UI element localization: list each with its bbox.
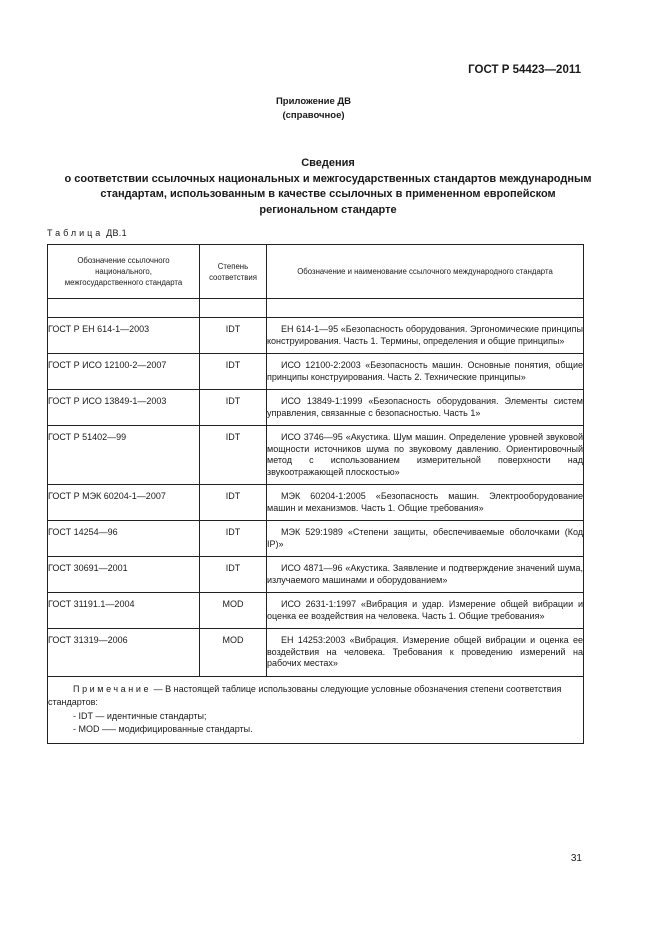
degree-cell: [200, 426, 267, 485]
table-row: [48, 318, 584, 354]
note-item-idt: - IDT — идентичные стандарты;: [73, 710, 207, 721]
international-standard-cell: [267, 629, 584, 677]
table-row: [48, 354, 584, 390]
international-standard-cell-text: МЭК 529:1989 «Степени защиты, обеспечиваемые оболочками (Код IP)»: [267, 527, 583, 549]
table-body: [48, 318, 584, 677]
title-line-2: о соответствии ссылочных национальных и межгосударственных стандартов международным: [64, 172, 592, 185]
table-row: [48, 521, 584, 557]
note-text: [48, 683, 583, 710]
table-header-row: [48, 245, 584, 299]
degree-cell-text: IDT: [225, 360, 241, 370]
table-label: [47, 228, 127, 238]
national-standard-cell-text: ГОСТ Р ЕН 614-1—2003: [48, 324, 150, 334]
header-gap-row: [48, 299, 584, 318]
international-standard-cell-text: ИСО 4871—96 «Акустика. Заявление и подтверждение значений шума, излучаемого машинами и оборудованием»: [267, 563, 583, 585]
degree-cell-text: IDT: [225, 432, 241, 442]
international-standard-cell: [267, 318, 584, 354]
international-standard-cell: [267, 354, 584, 390]
national-standard-cell-text: ГОСТ Р ИСО 13849-1—2003: [48, 396, 167, 406]
national-standard-cell: [48, 557, 200, 593]
international-standard-cell: [267, 557, 584, 593]
degree-cell: [200, 629, 267, 677]
degree-cell: [200, 354, 267, 390]
international-standard-cell-text: ИСО 2631-1:1997 «Вибрация и удар. Измерение общей вибрации и оценка ее воздействия на человека. Часть 1. Общие требования»: [267, 599, 583, 621]
national-standard-cell-text: ГОСТ 31319—2006: [48, 635, 128, 645]
degree-cell-text: IDT: [225, 324, 241, 334]
national-standard-cell: [48, 390, 200, 426]
international-standard-cell: [267, 593, 584, 629]
degree-cell-text: IDT: [225, 527, 241, 537]
table-row: [48, 390, 584, 426]
degree-cell: [200, 557, 267, 593]
degree-cell-text: MOD: [222, 599, 244, 609]
header-national: Обозначение ссылочного национального, межгосударственного стандарта: [48, 245, 200, 299]
national-standard-cell: [48, 629, 200, 677]
title-line-4: региональном стандарте: [259, 203, 397, 216]
table-row: [48, 593, 584, 629]
standards-table: [47, 244, 584, 744]
document-title: [28, 156, 628, 218]
degree-cell: [200, 318, 267, 354]
national-standard-cell-text: ГОСТ 31191.1—2004: [48, 599, 135, 609]
national-standard-cell-text: ГОСТ 30691—2001: [48, 563, 128, 573]
note-body: — В настоящей таблице использованы следующие условные обозначения степени соответствия стандартов:: [48, 683, 562, 707]
international-standard-cell: [267, 485, 584, 521]
header-international: Обозначение и наименование ссылочного международного стандарта: [267, 245, 584, 299]
table-row: [48, 557, 584, 593]
table-note: [48, 676, 584, 743]
international-standard-cell: [267, 521, 584, 557]
national-standard-cell-text: ГОСТ Р МЭК 60204-1—2007: [48, 491, 166, 501]
table-label-number: ДВ.1: [106, 228, 127, 238]
title-line-3: стандартам, использованным в качестве ссылочных в примененном европейском: [100, 188, 556, 200]
international-standard-cell-text: ИСО 12100-2:2003 «Безопасность машин. Основные понятия, общие принципы конструирования. Часть 2. Технические принципы»: [267, 360, 583, 382]
international-standard-cell-text: ИСО 3746—95 «Акустика. Шум машин. Определение уровней звуковой мощности источников шума по звуковому давлению. Ориентировочный метод с использованием измерительной поверхности над звукоотражающей плоскостью»: [267, 432, 583, 477]
document-number: ГОСТ Р 54423—2011: [468, 64, 581, 76]
national-standard-cell: [48, 354, 200, 390]
degree-cell-text: IDT: [225, 491, 241, 501]
degree-cell-text: MOD: [222, 635, 244, 645]
table-row: [48, 629, 584, 677]
national-standard-cell-text: ГОСТ 14254—96: [48, 527, 118, 537]
international-standard-cell: [267, 390, 584, 426]
international-standard-cell: [267, 426, 584, 485]
table-row: [48, 485, 584, 521]
national-standard-cell: [48, 485, 200, 521]
table-row: [48, 426, 584, 485]
international-standard-cell-text: ЕН 614-1—95 «Безопасность оборудования. Эргономические принципы конструирования. Часть 1. Термины, определения и общие принципы»: [267, 324, 583, 346]
title-line-1: Сведения: [301, 157, 355, 169]
note-item-mod: - MOD —– модифицированные стандарты.: [73, 724, 253, 734]
national-standard-cell: [48, 521, 200, 557]
degree-cell: [200, 521, 267, 557]
degree-cell: [200, 593, 267, 629]
national-standard-cell: [48, 318, 200, 354]
national-standard-cell-text: ГОСТ Р ИСО 12100-2—2007: [48, 360, 167, 370]
note-row: [48, 676, 584, 743]
annex-subtitle: (справочное): [282, 110, 345, 121]
degree-cell-text: IDT: [225, 396, 241, 406]
international-standard-cell-text: ЕН 14253:2003 «Вибрация. Измерение общей вибрации и оценка ее воздействия на человека. Требования к проведению измерений на рабочих местах»: [267, 635, 583, 668]
degree-cell: [200, 390, 267, 426]
table-label-prefix: Таблица: [47, 228, 104, 238]
page-number: 31: [570, 853, 582, 864]
annex-title: Приложение ДВ: [275, 96, 352, 107]
note-label: Примечание: [73, 683, 152, 694]
annex-heading: [0, 95, 627, 123]
degree-cell-text: IDT: [225, 563, 241, 573]
international-standard-cell-text: ИСО 13849-1:1999 «Безопасность оборудования. Элементы систем управления, связанные с безопасностью. Часть 1»: [267, 396, 583, 418]
header-degree: Степень соответствия: [200, 245, 267, 299]
international-standard-cell-text: МЭК 60204-1:2005 «Безопасность машин. Электрооборудование машин и механизмов. Часть 1. Общие требования»: [267, 491, 583, 513]
national-standard-cell-text: ГОСТ Р 51402—99: [48, 432, 127, 442]
degree-cell: [200, 485, 267, 521]
national-standard-cell: [48, 593, 200, 629]
national-standard-cell: [48, 426, 200, 485]
